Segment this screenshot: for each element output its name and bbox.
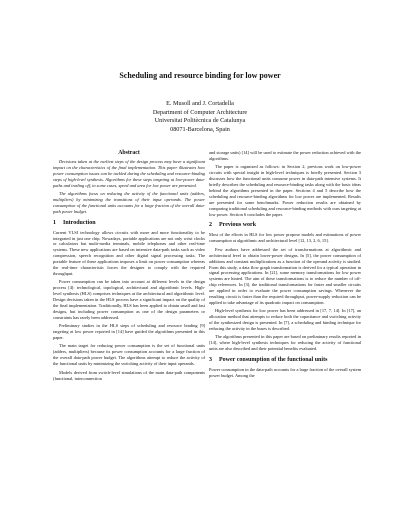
- body-paragraph: The main target for reducing power consumption is the set of functional units (adders, multipliers) because its power consumption accounts for a large fraction of the overall data-path power budget. The algorithms attempt to reduce the activity of the functional units by minimizing the switching activity of their input operands.: [53, 343, 205, 367]
- section-heading-previous-work: [209, 222, 361, 229]
- abstract: [53, 150, 205, 215]
- body-paragraph: Current VLSI technology allows circuits with more and more functionality to be integrated in just one chip. Nowadays, portable applications are not only wrist clocks or calculators but multi-media terminals, mobile telephones and other real-time systems. These new applications are based on intensive data-path tasks such as video compression, speech recognition and other digital signal processing tasks. The portable feature of these applications imposes a limit on power consumption whereas the real-time characteristic forces the designer to comply with the required throughput.: [53, 229, 205, 276]
- author-department: Department of Computer Architecture: [152, 108, 248, 116]
- body-paragraph: High-level synthesis for low power has been addressed in [17, 7, 14]. In [17], an allocation method that attempts to reduce both the capacitance and switching activity of the synthesized design is presented. In [7], a scheduling and binding technique for reducing the activity in the buses is described.: [209, 308, 361, 332]
- left-column: [53, 150, 205, 384]
- section-title: Power consumption of the functional units: [219, 357, 328, 364]
- body-paragraph: Power consumption can be taken into account at different levels in the design process [4]: technological, topological, architectural and algorithmic levels. High-level synthesis (HLS) comprises techniques at the architectural and algorithmic level. Design decisions taken in the HLS process have a significant impact on the quality of the final implementation. Traditionally, HLS has been applied to obtain small and fast designs, but including power consumption as one of the design parameters or constraints has rarely been addressed.: [53, 279, 205, 320]
- body-paragraph: The paper is organized as follows: in Section 2, previous work on low-power circuits with special insight in high-level techniques is briefly presented. Section 3 discusses how the functional units consume power in data-path intensive systems. It briefly describes the scheduling and resource-binding tasks along with the basic ideas behind the algorithms presented in the paper. Sections 4 and 5 describe how the scheduling and resource-binding algorithms for low power are implemented. Results are presented for some benchmarks. Power reduction results are obtained by comparing traditional scheduling and resource-binding methods with ours targeting at low power. Section 6 concludes the paper.: [209, 164, 361, 217]
- abstract-heading: Abstract: [118, 150, 140, 156]
- section-number: 2: [209, 222, 212, 229]
- abstract-paragraph: Decisions taken at the earliest steps of the design process may have a significant impact on the characteristics of the final implementation. This paper illustrates how power consumption issues can be tackled during the scheduling and resource-binding steps of high-level synthesis. Algorithms for these steps targeting at low-power data-paths and trading off, in some cases, speed and area for low power are presented.: [53, 159, 205, 188]
- section-title: Introduction: [63, 219, 96, 226]
- body-paragraph: Most of the efforts in HLS for low power propose models and estimations of power consumption at algorithmic and architectural level [12, 13, 2, 6, 15].: [209, 232, 361, 244]
- right-column: [209, 150, 361, 382]
- abstract-paragraph: The algorithms focus on reducing the activity of the functional units (adders, multipliers) by minimizing the transitions of their input operands. The power consumption of the functional units accounts for a large fraction of the overall data-path power budget.: [53, 191, 205, 214]
- section-number: 1: [53, 219, 56, 226]
- body-paragraph: and storage units) [14] will be used to estimate the power reduction achieved with the algorithms.: [209, 150, 361, 161]
- body-paragraph: Power consumption in the data-path accounts for a large fraction of the overall system power budget. Among the: [209, 367, 361, 379]
- author-university: Universitat Politècnica de Catalunya: [154, 117, 246, 125]
- body-paragraph: Few authors have addressed the set of transformations at algorithmic and architectural level to obtain lower-power designs. In [5], the power consumption of additions and constant multiplications as a function of the operand activity is studied. From this study, a data flow graph transformation is derived for a typical operation in signal processing applications. In [21], some memory transformations for low power systems are hinted. The aim of these transformations is to reduce the number of off-chip references. In [3], the traditional transformations for faster and smaller circuits are applied in order to evaluate the power consumption savings. Whenever the resulting circuit is faster than the required throughput, power-supply reduction can be applied to take advantage of its quadratic impact on consumption.: [209, 246, 361, 305]
- section-number: 3: [209, 357, 212, 364]
- body-paragraph: The algorithms presented in this paper are based on preliminary results reported in [14], where high-level synthesis techniques for reducing the activity of functional units are also described and their potential benefits evaluated.: [209, 334, 361, 352]
- body-paragraph: Preliminary studies in the HLS steps of scheduling and resource binding [9] targeting at low power reported in [14] have guided the algorithms presented in this paper.: [53, 323, 205, 341]
- paper-title: Scheduling and resource binding for low power: [119, 71, 281, 80]
- section-heading-power-consumption: [209, 357, 361, 364]
- author-address: 08071-Barcelona, Spain: [170, 125, 230, 133]
- author-names: E. Musoll and J. Cortadella: [166, 100, 234, 107]
- section-heading-introduction: [53, 220, 205, 227]
- author-block: [0, 100, 400, 134]
- section-title: Previous work: [219, 222, 257, 229]
- body-paragraph: Models derived from switch-level simulations of the main data-path components (functional, interconnection: [53, 369, 205, 381]
